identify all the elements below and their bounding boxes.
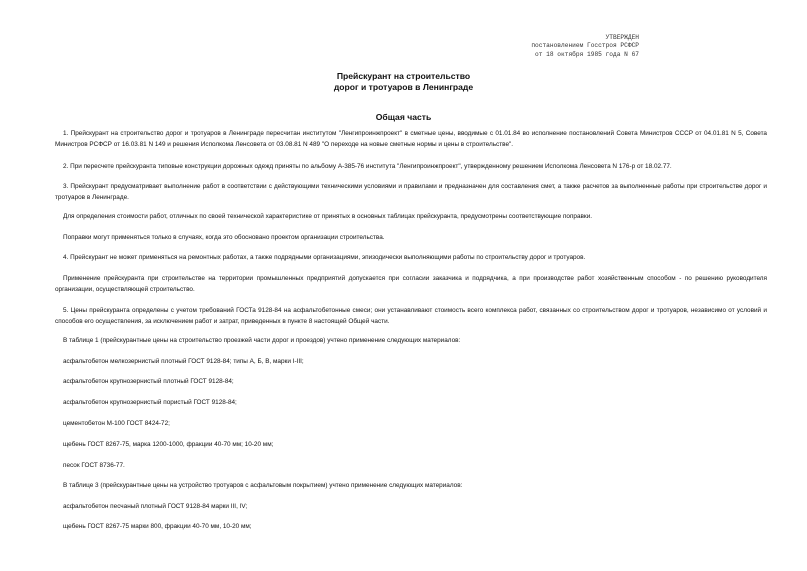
approval-line: от 18 октября 1985 года N 67 [535,50,639,58]
paragraph: Применение прейскуранта при строительстве на территории промышленных предприятий допускается при согласии заказчика и подрядчика, а при производстве работ хозяйственным способом - по решению руководителя организации, осуществляющей строительство. [55,275,767,293]
section-title: Общая часть [375,112,432,122]
paragraph: 1. Прейскурант на строительство дорог и тротуаров в Ленинграде пересчитан институтом "Ленгипроинжпроект" в сметные цены, вводимые с 01.01.84 во исполнение постановлений Совета Министров СССР от 04.01.81 N 5, Совета Министров РСФСР от 16.03.81 N 149 и решения Исполкома Ленсовета от 03.08.81 N 489 "О переходе на новые сметные нормы и цены в строительстве". [55,130,767,148]
list-item: асфальтобетон песчаный плотный ГОСТ 9128-84 марки III, IV; [63,503,248,510]
paragraph: Для определения стоимости работ, отличных по своей технической характеристике от принятых в основных таблицах прейскуранта, предусмотрены соответствующие поправки. [63,213,593,220]
list-item: песок ГОСТ 8736-77. [63,462,125,469]
list-item: асфальтобетон крупнозернистый пористый ГОСТ 9128-84; [63,399,237,406]
paragraph: 5. Цены прейскуранта определены с учетом требований ГОСТа 9128-84 на асфальтобетонные смеси; они устанавливают стоимость всего комплекса работ, связанных со строительством дорог и тротуаров, независимо от условий и способов его осуществления, за исключением работ и затрат, приведенных в пункте 8 настоящей Общей части. [55,307,767,325]
approval-line: УТВЕРЖДЕН [605,34,639,41]
list-item: асфальтобетон крупнозернистый плотный ГОСТ 9128-84; [63,378,234,385]
list-item: асфальтобетон мелкозернистый плотный ГОСТ 9128-84; типы А, Б, В, марки I-III; [63,358,304,365]
paragraph: 3. Прейскурант предусматривает выполнение работ в соответствии с действующими техническими условиями и правилами и предназначен для составления смет, а также расчетов за выполненные работы при строительстве дорог и тротуаров в Ленинграде. [55,183,767,201]
title-line: дорог и тротуаров в Ленинграде [333,81,474,92]
paragraph: В таблице 3 (прейскурантные цены на устройство тротуаров с асфальтовым покрытием) учтено применение следующих материалов: [63,482,463,489]
paragraph: В таблице 1 (прейскурантные цены на строительство проезжей части дорог и проездов) учтено применение следующих материалов: [63,337,461,344]
title-line: Прейскурант на строительство [336,71,471,81]
list-item: щебень ГОСТ 8267-75 марки 800, фракции 40-70 мм, 10-20 мм; [63,523,252,530]
paragraph: Поправки могут применяться только в случаях, когда это обосновано проектом организации строительства. [63,234,385,241]
list-item: щебень ГОСТ 8267-75, марка 1200-1000, фракции 40-70 мм; 10-20 мм; [63,441,274,448]
paragraph: 2. При пересчете прейскуранта типовые конструкции дорожных одежд приняты по альбому А-385-76 института "Ленгипроинжпроект", утвержденному решением Исполкома Ленсовета N 176-р от 18.02.77. [63,163,672,170]
list-item: цементобетон М-100 ГОСТ 8424-72; [63,420,170,427]
approval-line: постановлением Госстроя РСФСР [531,42,639,50]
document-title [0,71,807,92]
paragraph: 4. Прейскурант не может применяться на ремонтных работах, а также подрядными организациями, эпизодически выполняющими работы по строительству дорог и тротуаров. [63,254,586,261]
approval-stamp [439,34,639,59]
